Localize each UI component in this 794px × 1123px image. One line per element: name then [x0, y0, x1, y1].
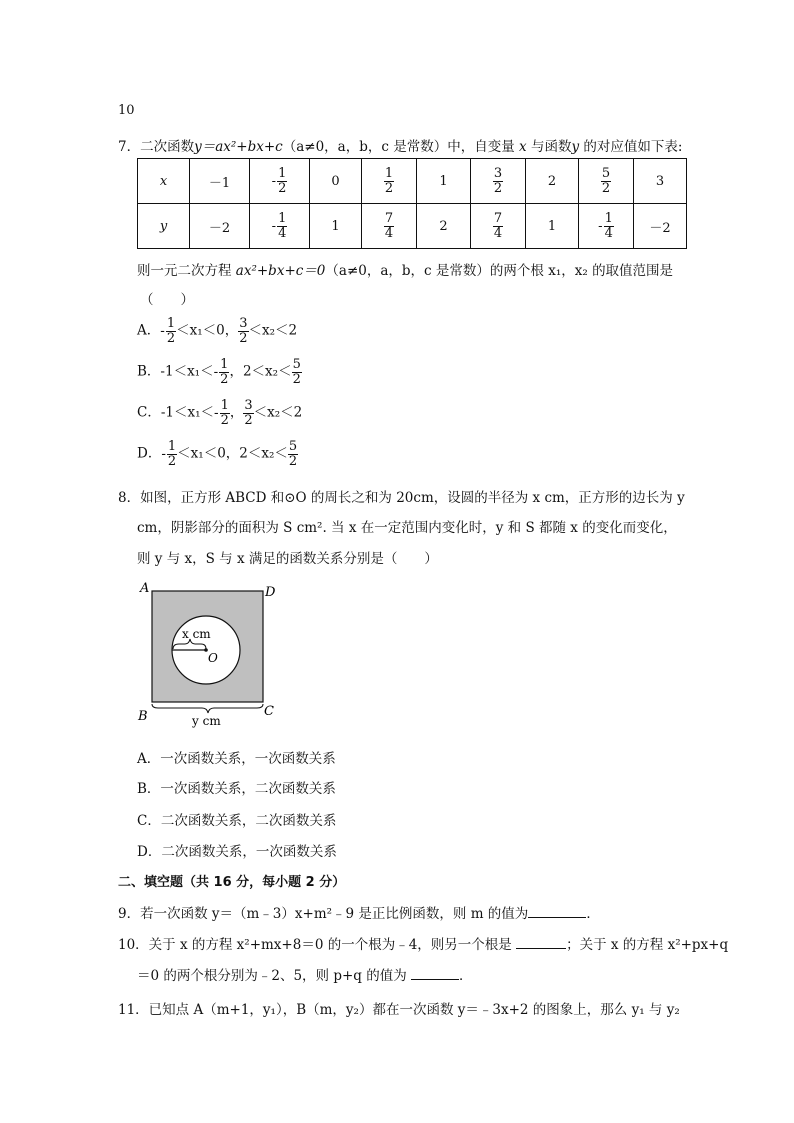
table-cell: $\frac{5}{2}$ [579, 159, 634, 204]
table-cell: $\frac{7}{4}$ [362, 204, 417, 249]
table-cell: －2 [634, 204, 687, 249]
q9-text: 9．若一次函数 y＝（m﹣3）x+m²﹣9 是正比例函数，则 m 的值为 [118, 906, 529, 922]
q8-figure [132, 578, 292, 730]
option-label: A． [137, 322, 161, 339]
option-text: -1＜x₁＜- $\frac{1}{2}$ ， $\frac{3}{2}$ ＜x₂＜2 [160, 398, 303, 428]
table-cell: 1 [417, 159, 471, 204]
table-cell: $\frac{1}{2}$ [362, 159, 417, 204]
option-text: - $\frac{1}{2}$ ＜x₁＜0， $\frac{3}{2}$ ＜x₂＜2 [160, 316, 298, 346]
q7-line2-a: 则一元二次方程 [137, 263, 232, 279]
table-cell: 1 [526, 204, 579, 249]
q10-text-a: 10．关于 x 的方程 x²+mx+8＝0 的一个根为﹣4，则另一个根是 [118, 937, 512, 953]
q10-answer-blank-1[interactable] [516, 936, 566, 949]
q7-line2-cond: （a≠0，a，b，c 是常数）的两个根 [325, 263, 544, 279]
page-number: 10 [118, 103, 135, 118]
table-cell: 1 [310, 204, 362, 249]
option-text: - $\frac{1}{2}$ ＜x₁＜0，2＜x₂＜ $\frac{5}{2}$ [161, 439, 298, 469]
q8-line2: cm，阴影部分的面积为 S cm². 当 x 在一定范围内变化时，y 和 S 都随 x 的变化而变化， [137, 520, 677, 536]
q7-function: y＝ax²+bx+c [194, 139, 283, 155]
q8-option-a[interactable]: A．一次函数关系，一次函数关系 [137, 751, 336, 767]
table-label-y: y [138, 204, 190, 249]
q10-text-c: ＝0 的两个根分别为﹣2、5，则 p+q 的值为 [137, 968, 407, 984]
q9 [118, 902, 600, 922]
q10-line2 [137, 964, 473, 984]
q7-option-a[interactable] [137, 317, 297, 345]
q7-number: 7． [118, 139, 141, 155]
q7-var-y: y [571, 139, 580, 155]
label-a: A [140, 581, 150, 596]
table-cell: $\frac{7}{4}$ [471, 204, 526, 249]
q7-condition: （a≠0，a，b，c 是常数）中，自变量 [282, 139, 515, 155]
q7-option-c[interactable] [137, 399, 302, 427]
q8-option-d[interactable]: D．二次函数关系，一次函数关系 [137, 844, 337, 860]
table-row-y [138, 204, 687, 249]
option-label: B． [137, 363, 161, 380]
q10-text-b: ；关于 x 的方程 x²+px+q [566, 937, 729, 953]
q7-stem [118, 135, 682, 155]
q7-stem-end: 的对应值如下表: [583, 139, 683, 155]
table-row-x [138, 159, 687, 204]
q7-roots: x₁，x₂ [548, 263, 588, 279]
q7-line2-end: 的取值范围是 [592, 263, 674, 279]
q9-answer-blank[interactable] [528, 905, 586, 918]
q8-option-c[interactable]: C．二次函数关系，二次函数关系 [137, 813, 337, 829]
q7-value-table [137, 158, 687, 249]
table-cell: －2 [190, 204, 250, 249]
table-cell: - $\frac{1}{4}$ [579, 204, 634, 249]
label-c: C [264, 704, 274, 719]
table-label-x: x [138, 159, 190, 204]
q7-option-b[interactable] [137, 358, 302, 386]
q7-stem-a: 二次函数 [140, 139, 195, 155]
table-cell: 3 [634, 159, 687, 204]
option-label: D． [137, 445, 162, 462]
option-text: -1＜x₁＜- $\frac{1}{2}$ ，2＜x₂＜ $\frac{5}{2}$ [160, 357, 301, 387]
label-b: B [138, 709, 148, 724]
q8-line1: 8．如图，正方形 ABCD 和⊙O 的周长之和为 20cm，设圆的半径为 x cm，正方形的边长为 y [118, 490, 685, 506]
option-label: C． [137, 404, 161, 421]
q10-end: ． [459, 968, 473, 984]
table-cell: $\frac{3}{2}$ [471, 159, 526, 204]
q7-option-d[interactable] [137, 440, 298, 468]
q7-stem-mid: 与函数 [530, 139, 572, 155]
side-brace [152, 704, 263, 713]
table-cell: 2 [417, 204, 471, 249]
section-title: 二、填空题（共 16 分，每小题 2 分） [118, 875, 346, 890]
table-cell: 0 [310, 159, 362, 204]
table-cell: - $\frac{1}{4}$ [250, 204, 310, 249]
q7-equation: ax²+bx+c＝0 [235, 263, 326, 279]
q11-text: 11．已知点 A（m+1，y₁），B（m，y₂）都在一次函数 y＝﹣3x+2 的图象上，那么 y₁ 与 y₂ [118, 1002, 680, 1018]
q7-var-x: x [519, 139, 527, 155]
q7-line2 [137, 259, 673, 279]
label-side: y cm [192, 714, 221, 728]
label-d: D [265, 585, 276, 600]
table-cell: 2 [526, 159, 579, 204]
q10-answer-blank-2[interactable] [411, 967, 459, 980]
label-radius: x cm [182, 627, 211, 641]
q8-line3: 则 y 与 x，S 与 x 满足的函数关系分别是（ ） [137, 551, 438, 567]
q10-line1 [118, 933, 728, 953]
label-o: O [208, 651, 218, 665]
table-cell: －1 [190, 159, 250, 204]
q8-option-b[interactable]: B．一次函数关系，二次函数关系 [137, 781, 336, 797]
q9-end: ． [586, 906, 600, 922]
table-cell: - $\frac{1}{2}$ [250, 159, 310, 204]
q7-answer-paren: （ ） [140, 292, 194, 308]
